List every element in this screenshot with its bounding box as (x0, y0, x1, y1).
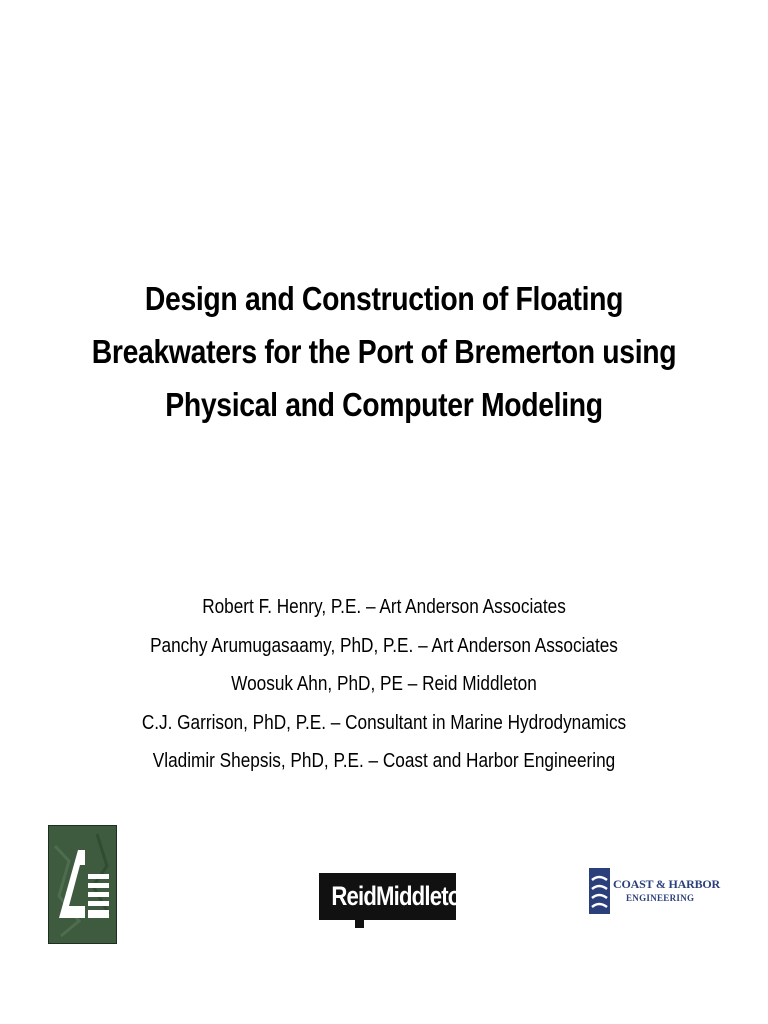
reid-middleton-logo-tab (355, 919, 364, 928)
author-line: C.J. Garrison, PhD, P.E. – Consultant in Marine Hydrodynamics (141, 711, 627, 734)
author-line: Robert F. Henry, P.E. – Art Anderson Associates (202, 596, 566, 618)
title-line: Physical and Computer Modeling (165, 386, 603, 423)
coast-harbor-logo (589, 868, 720, 914)
art-anderson-logo-mark (49, 826, 116, 943)
coast-harbor-name: COAST & HARBOR (613, 877, 720, 891)
wave-icon (589, 868, 610, 914)
author-list (88, 588, 680, 781)
slide-title (88, 272, 680, 431)
title-line: Breakwaters for the Port of Bremerton using (91, 333, 677, 370)
author-line: Panchy Arumugasaamy, PhD, P.E. – Art Anderson Associates (150, 634, 618, 657)
reid-middleton-logo (319, 873, 474, 920)
reid-middleton-wordmark: ReidMiddleton (331, 881, 474, 911)
art-anderson-logo-icon (48, 825, 117, 944)
author-line: Vladimir Shepsis, PhD, P.E. – Coast and Harbor Engineering (152, 750, 616, 772)
author-line: Woosuk Ahn, PhD, PE – Reid Middleton (231, 673, 537, 695)
title-line: Design and Construction of Floating (144, 280, 624, 317)
coast-harbor-subtitle: ENGINEERING (626, 893, 695, 903)
